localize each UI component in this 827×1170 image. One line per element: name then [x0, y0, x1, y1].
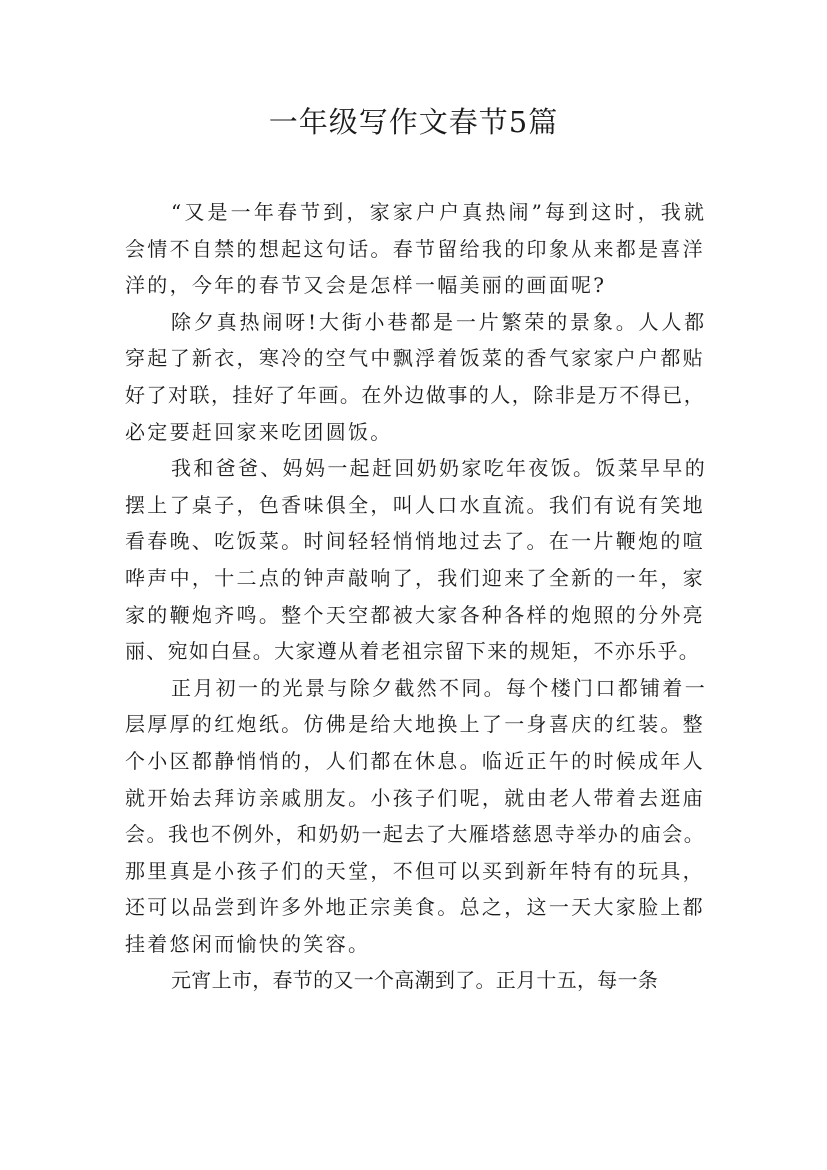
paragraph	[125, 670, 705, 963]
paragraph-line: 还可以品尝到许多外地正宗美食。总之，这一天大家脸上都	[125, 895, 705, 920]
paragraph	[125, 962, 705, 999]
paragraph	[125, 450, 705, 670]
paragraph-line: 我和爸爸、妈妈一起赶回奶奶家吃年夜饭。饭菜早早的	[171, 456, 705, 481]
document-title: 一年级写作文春节5篇	[268, 105, 559, 139]
paragraph-line: 那里真是小孩子们的天堂，不但可以买到新年特有的玩具，	[125, 858, 705, 883]
document-body	[125, 194, 705, 999]
paragraph-line: 个小区都静悄悄的，人们都在休息。临近正午的时候成年人	[125, 748, 705, 773]
paragraph-line: 除夕真热闹呀!大街小巷都是一片繁荣的景象。人人都	[171, 309, 705, 334]
paragraph-line: 会情不自禁的想起这句话。春节留给我的印象从来都是喜洋	[125, 236, 705, 261]
paragraph	[125, 194, 705, 304]
paragraph-line: 丽、宛如白昼。大家遵从着老祖宗留下来的规矩，不亦乐乎。	[125, 639, 701, 664]
paragraph-line: 洋的，今年的春节又会是怎样一幅美丽的画面呢?	[125, 273, 607, 298]
paragraph-line: 家的鞭炮齐鸣。整个天空都被大家各种各样的炮照的分外亮	[125, 602, 705, 627]
paragraph	[125, 304, 705, 450]
paragraph-line: 必定要赶回家来吃团圆饭。	[125, 419, 393, 444]
paragraph-line: 哗声中，十二点的钟声敲响了，我们迎来了全新的一年，家	[125, 565, 705, 590]
paragraph-line: 看春晚、吃饭菜。时间轻轻悄悄地过去了。在一片鞭炮的喧	[125, 529, 705, 554]
paragraph-line: 元宵上市，春节的又一个高潮到了。正月十五，每一条	[171, 968, 659, 993]
paragraph-line: 摆上了桌子，色香味俱全，叫人口水直流。我们有说有笑地	[125, 492, 705, 517]
paragraph-line: “又是一年春节到，家家户户真热闹”每到这时，我就	[171, 200, 705, 224]
paragraph-line: 挂着悠闲而愉快的笑容。	[125, 931, 371, 956]
paragraph-line: 会。我也不例外，和奶奶一起去了大雁塔慈恩寺举办的庙会。	[125, 822, 705, 847]
paragraph-line: 穿起了新衣，寒冷的空气中飘浮着饭菜的香气家家户户都贴	[125, 346, 705, 371]
paragraph-line: 就开始去拜访亲戚朋友。小孩子们呢，就由老人带着去逛庙	[125, 785, 705, 810]
paragraph-line: 层厚厚的红炮纸。仿佛是给大地换上了一身喜庆的红装。整	[125, 712, 705, 737]
paragraph-line: 好了对联，挂好了年画。在外边做事的人，除非是万不得已，	[125, 382, 705, 407]
paragraph-line: 正月初一的光景与除夕截然不同。每个楼门口都铺着一	[171, 675, 705, 700]
